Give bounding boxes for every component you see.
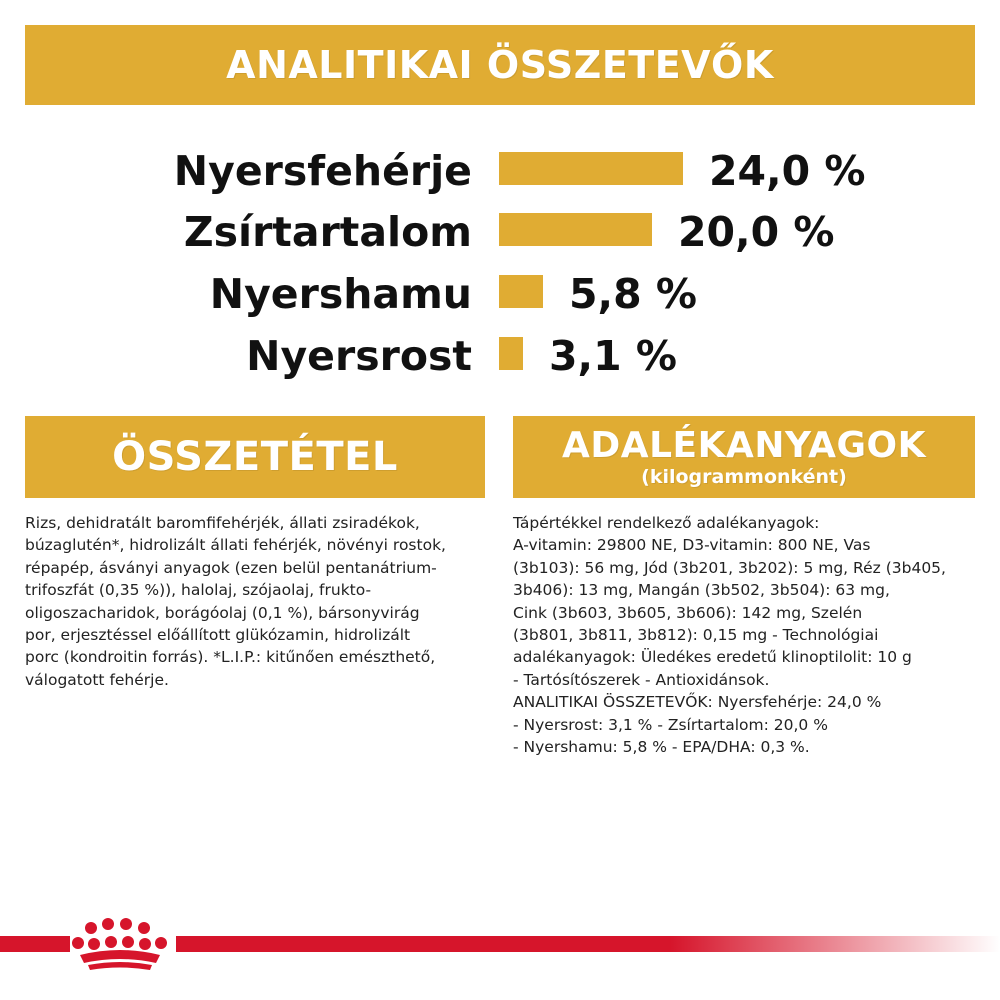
analytical-value: 3,1 % xyxy=(549,332,677,380)
analytical-label: Zsírtartalom xyxy=(183,208,472,256)
analytical-value: 24,0 % xyxy=(709,147,866,195)
additives-text: Tápértékkel rendelkező adalékanyagok: A-vitamin: 29800 NE, D3-vitamin: 800 NE, Vas (3b103): 56 mg, Jód (3b201, 3b202): 5 mg, Réz (3b405, 3b406): 13 mg, Mangán (3b502, 3b504): 63 mg, Cink (3b603, 3b605, 3b606): 142 mg, Szelén (3b801, 3b811, 3b812): 0,15 mg - Technológiai adalékanyagok: Üledékes eredetű klinoptilolit: 10 g - Tartósítószerek - Antioxidánsok. ANALITIKAI ÖSSZETEVŐK: Nyersfehérje: 24,0 % - Nyersrost: 3,1 % - Zsírtartalom: 20,0 % - Nyershamu: 5,8 % - EPA/DHA: 0,3 %. xyxy=(513,514,946,757)
analytical-row xyxy=(0,328,1000,384)
analytical-header xyxy=(25,25,975,105)
analytical-value: 5,8 % xyxy=(569,270,697,318)
crown-logo-icon xyxy=(68,915,173,975)
additives-header xyxy=(513,416,975,498)
composition-header xyxy=(25,416,485,498)
analytical-label: Nyershamu xyxy=(209,270,472,318)
analytical-row xyxy=(0,266,1000,322)
brand-stripe-left xyxy=(0,936,70,952)
analytical-bar xyxy=(499,275,543,308)
analytical-title: ANALITIKAI ÖSSZETEVŐK xyxy=(226,43,774,87)
analytical-row xyxy=(0,143,1000,199)
composition-title: ÖSSZETÉTEL xyxy=(112,434,398,480)
analytical-row xyxy=(0,204,1000,260)
analytical-bar xyxy=(499,213,652,246)
composition-text: Rizs, dehidratált baromfifehérjék, állati zsiradékok, búzaglutén*, hidrolizált állati fehérjék, növényi rostok, répapép, ásványi anyagok (ezen belül pentanátrium- trifoszfát (0,35 %)), halolaj, szójaolaj, frukto- oligoszacharidok, borágóolaj (0,1 %), bársonyvirág por, erjesztéssel előállított glükózamin, hidrolizált porc (kondroitin forrás). *L.I.P.: kitűnően emészthető, válogatott fehérje. xyxy=(25,514,446,689)
analytical-label: Nyersrost xyxy=(246,332,472,380)
additives-subtitle: (kilogrammonként) xyxy=(641,466,847,488)
additives-title: ADALÉKANYAGOK xyxy=(561,425,927,466)
analytical-label: Nyersfehérje xyxy=(173,147,472,195)
analytical-value: 20,0 % xyxy=(678,208,835,256)
analytical-bar xyxy=(499,152,683,185)
brand-stripe-right xyxy=(176,936,1000,952)
analytical-bar xyxy=(499,337,523,370)
